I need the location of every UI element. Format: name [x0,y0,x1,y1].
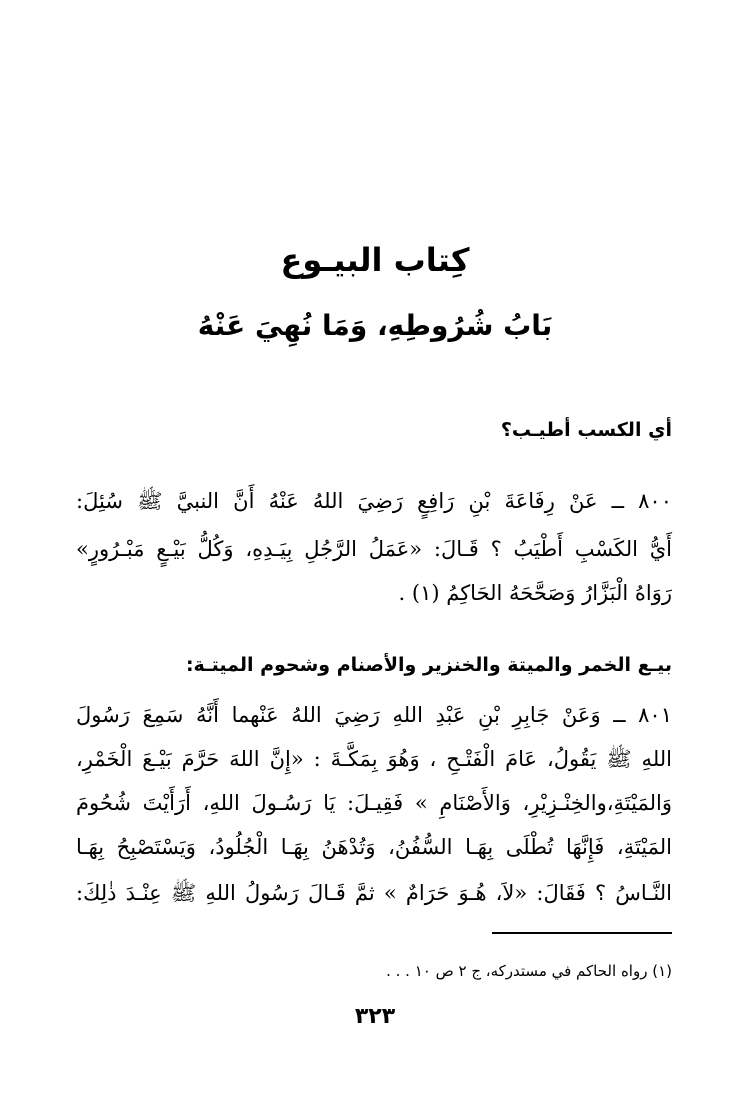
book-title: كِتاب البيـوع [280,241,470,279]
hadith-800-line: ٨٠٠ ــ عَنْ رِفَاعَةَ بْنِ رَافِعٍ رَضِيَ اللهُ عَنْهُ أَنَّ النبيَّ ﷺ سُئِلَ: [76,489,672,513]
page-number: ٣٢٣ [354,1004,396,1029]
hadith-801-line: وَالمَيْتَةِ،والخِنْـزِيْرِ، وَالأَصْنَامِ » فَقِيـلَ: يَا رَسُـولَ اللهِ، أَرَأَيْتَ شُحُومَ [76,791,672,815]
hadith-800-line: رَوَاهُ الْبَزَّارُ وَصَحَّحَهُ الحَاكِمُ (١) . [398,581,672,605]
section-heading: أي الكسب أطيـب؟ [500,419,672,441]
footnote-divider [492,932,672,934]
chapter-title: بَابُ شُرُوطِهِ، وَمَا نُهِيَ عَنْهُ [197,309,553,342]
footnote: (١) رواه الحاكم في مستدركه، ج ٢ ص ١٠ . . . [386,962,672,980]
section-heading: بيـع الخمر والميتة والخنزير والأصنام وشحوم الميتـة: [185,654,672,676]
hadith-800-line: أَيُّ الكَسْبِ أَطْيَبُ ؟ قَـالَ: «عَمَلُ الرَّجُلِ بِيَـدِهِ، وَكُلُّ بَيْـعٍ مَبْـرُورٍ» [76,537,672,561]
hadith-801-line: المَيْتَةِ، فَإِنَّهَا تُطْلَى بِهَـا السُّفُنُ، وَتُدْهَنُ بِهَـا الْجُلُودُ، وَيَسْتَصْبِحُ بِهَـا [76,835,672,859]
hadith-801-line: النَّـاسُ ؟ فَقَالَ: «لاَ، هُـوَ حَرَامٌ » ثمَّ قَـالَ رَسُولُ اللهِ ﷺ عِنْـدَ ذٰلِكَ: [76,881,672,905]
hadith-801-line: اللهِ ﷺ يَقُولُ، عَامَ الْفَتْـحِ ، وَهُوَ بِمَكَّـةَ : «إِنَّ اللهَ حَرَّمَ بَيْـعَ الْخَمْرِ، [76,747,672,771]
hadith-801-line: ٨٠١ ــ وَعَنْ جَابِرِ بْنِ عَبْدِ اللهِ رَضِيَ اللهُ عَنْهما أَنَّهُ سَمِعَ رَسُولَ [76,703,672,727]
